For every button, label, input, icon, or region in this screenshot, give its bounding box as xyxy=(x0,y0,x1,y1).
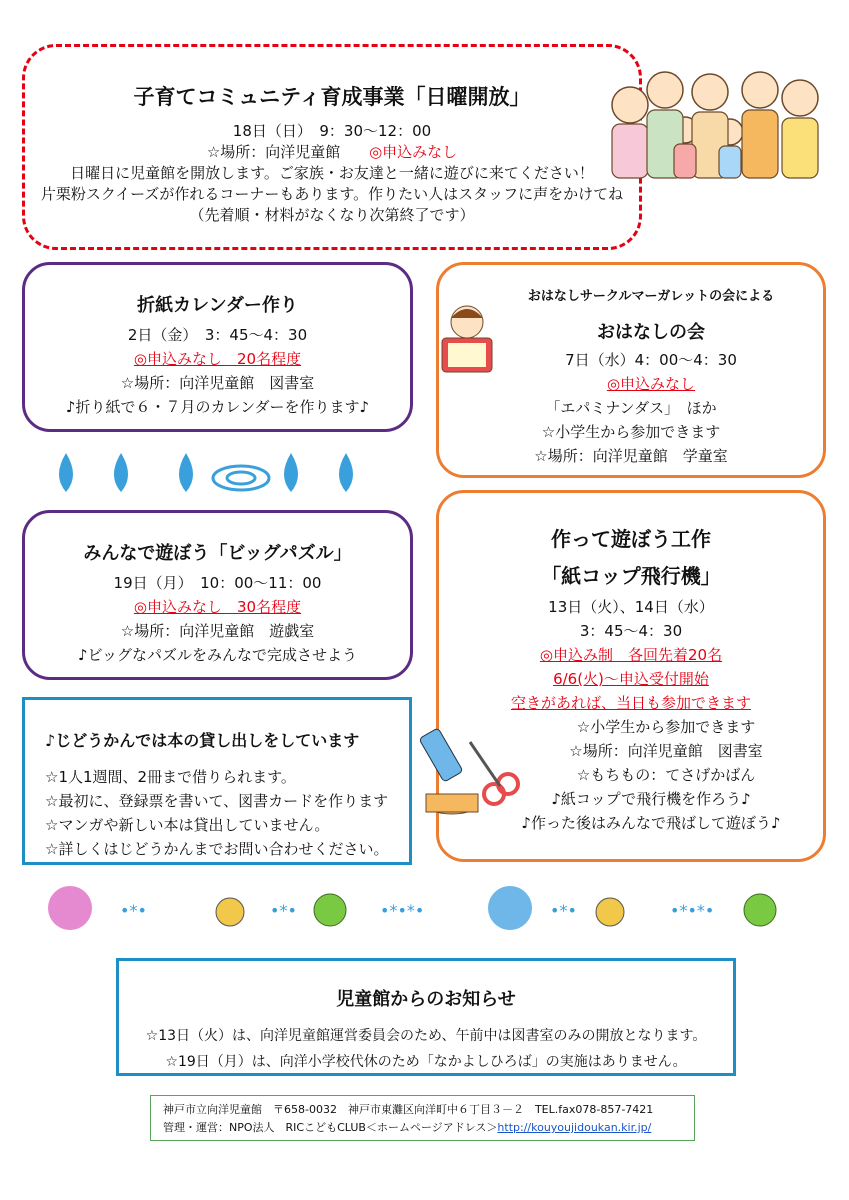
svg-text:•*•*•: •*•*• xyxy=(670,901,715,920)
footer-address: 神戸市立向洋児童館 〒658-0032 神戸市東灘区向洋町中６丁目３－２ TEL.fax078-857-7421 xyxy=(163,1103,654,1116)
origami-desc: ♪折り紙で６・７月のカレンダーを作ります♪ xyxy=(65,398,370,416)
books-item: ☆最初に、登録票を書いて、図書カードを作ります xyxy=(45,792,389,810)
books-item: ☆マンガや新しい本は貸出していません。 xyxy=(45,816,330,834)
craft-tools-illustration xyxy=(410,722,520,832)
story-target: ☆小学生から参加できます xyxy=(541,423,721,441)
origami-apply: ◎申込みなし 20名程度 xyxy=(133,350,302,368)
raindrops-decoration xyxy=(46,448,376,498)
notice-item: ☆19日（月）は、向洋小学校代休のため「なかよしひろば」の実施はありません。 xyxy=(165,1054,687,1070)
books-item: ☆詳しくはじどうかんまでお問い合わせください。 xyxy=(45,840,389,858)
sunday-open-desc2: 片栗粉スクイーズが作れるコーナーもあります。作りたい人はスタッフに声をかけてね xyxy=(40,185,624,203)
puzzle-desc: ♪ビッグなパズルをみんなで完成させよう xyxy=(78,646,357,664)
origami-place: ☆場所：向洋児童館 図書室 xyxy=(120,374,315,392)
books-item: ☆1人1週間、2冊まで借りられます。 xyxy=(45,768,296,786)
footer-operator: 管理・運営：NPO法人 RICこどもCLUB＜ホームページアドレス＞ xyxy=(163,1121,498,1134)
puzzle-apply: ◎申込みなし 30名程度 xyxy=(133,598,302,616)
puzzle-date: 19日（月） 10：00〜11：00 xyxy=(113,574,322,592)
craft-target: ☆小学生から参加できます xyxy=(576,718,756,736)
craft-title2: 「紙コップ飛行機」 xyxy=(541,564,721,588)
sunday-open-desc1: 日曜日に児童館を開放します。ご家族・お友達と一緒に遊びに来てください！ xyxy=(70,164,594,182)
craft-apply1: ◎申込み制 各回先着20名 xyxy=(539,646,723,664)
notice-section xyxy=(116,958,736,1076)
sunday-open-section xyxy=(22,44,642,250)
svg-text:•*•: •*• xyxy=(120,901,147,920)
puzzle-place: ☆場所：向洋児童館 遊戯室 xyxy=(120,622,315,640)
svg-text:•*•: •*• xyxy=(270,901,297,920)
homepage-link[interactable]: http://kouyoujidoukan.kir.jp/ xyxy=(497,1121,652,1134)
craft-desc2: ♪作った後はみんなで飛ばして遊ぼう♪ xyxy=(521,814,781,832)
craft-date1: 13日（火）、14日（水） xyxy=(548,598,714,616)
story-book: 「エパミナンダス」 ほか xyxy=(545,399,717,417)
craft-apply3: 空きがあれば、当日も参加できます xyxy=(510,694,751,712)
book-lending-section xyxy=(22,697,412,865)
origami-title: 折紙カレンダー作り xyxy=(137,295,298,316)
family-illustration xyxy=(600,60,830,180)
craft-bring: ☆もちもの：てさげかばん xyxy=(576,766,756,784)
origami-calendar-section xyxy=(22,262,413,432)
craft-apply2: 6/6(火)〜申込受付開始 xyxy=(553,670,709,688)
puzzle-title: みんなで遊ぼう「ビッグパズル」 xyxy=(83,543,352,564)
craft-title1: 作って遊ぼう工作 xyxy=(551,527,711,551)
story-date: 7日（水）4：00〜4：30 xyxy=(565,351,737,369)
craft-place: ☆場所：向洋児童館 図書室 xyxy=(569,742,763,760)
story-title: おはなしの会 xyxy=(597,322,705,343)
reading-girl-illustration xyxy=(432,300,502,380)
svg-text:•*•: •*• xyxy=(550,901,577,920)
story-subtitle: おはなしサークルマーガレットの会による xyxy=(527,289,775,304)
notice-item: ☆13日（火）は、向洋児童館運営委員会のため、午前中は図書室のみの開放となります。 xyxy=(145,1028,707,1044)
hydrangea-snail-frog-decoration xyxy=(40,878,810,940)
footer-operator-line xyxy=(163,1119,694,1137)
footer xyxy=(150,1095,695,1141)
craft-desc1: ♪紙コップで飛行機を作ろう♪ xyxy=(551,790,751,808)
svg-text:•*•*•: •*•*• xyxy=(380,901,425,920)
sunday-open-place: ☆場所：向洋児童館 xyxy=(206,143,341,161)
sunday-open-apply: ◎申込みなし xyxy=(369,143,458,161)
sunday-open-title: 子育てコミュニティ育成事業「日曜開放」 xyxy=(133,85,531,109)
origami-date: 2日（金） 3：45〜4：30 xyxy=(127,326,308,344)
craft-date2: 3：45〜4：30 xyxy=(579,622,683,640)
story-apply: ◎申込みなし xyxy=(606,375,696,393)
story-place: ☆場所：向洋児童館 学童室 xyxy=(534,447,728,465)
books-title: ♪じどうかんでは本の貸し出しをしています xyxy=(45,731,360,750)
sunday-open-desc3: （先着順・材料がなくなり次第終了です） xyxy=(189,206,475,224)
sunday-open-date: 18日（日） 9：30〜12：00 xyxy=(232,122,432,140)
sunday-open-place-line xyxy=(25,142,639,163)
books-list xyxy=(45,765,409,861)
notice-title: 児童館からのお知らせ xyxy=(336,989,516,1010)
big-puzzle-section xyxy=(22,510,413,680)
